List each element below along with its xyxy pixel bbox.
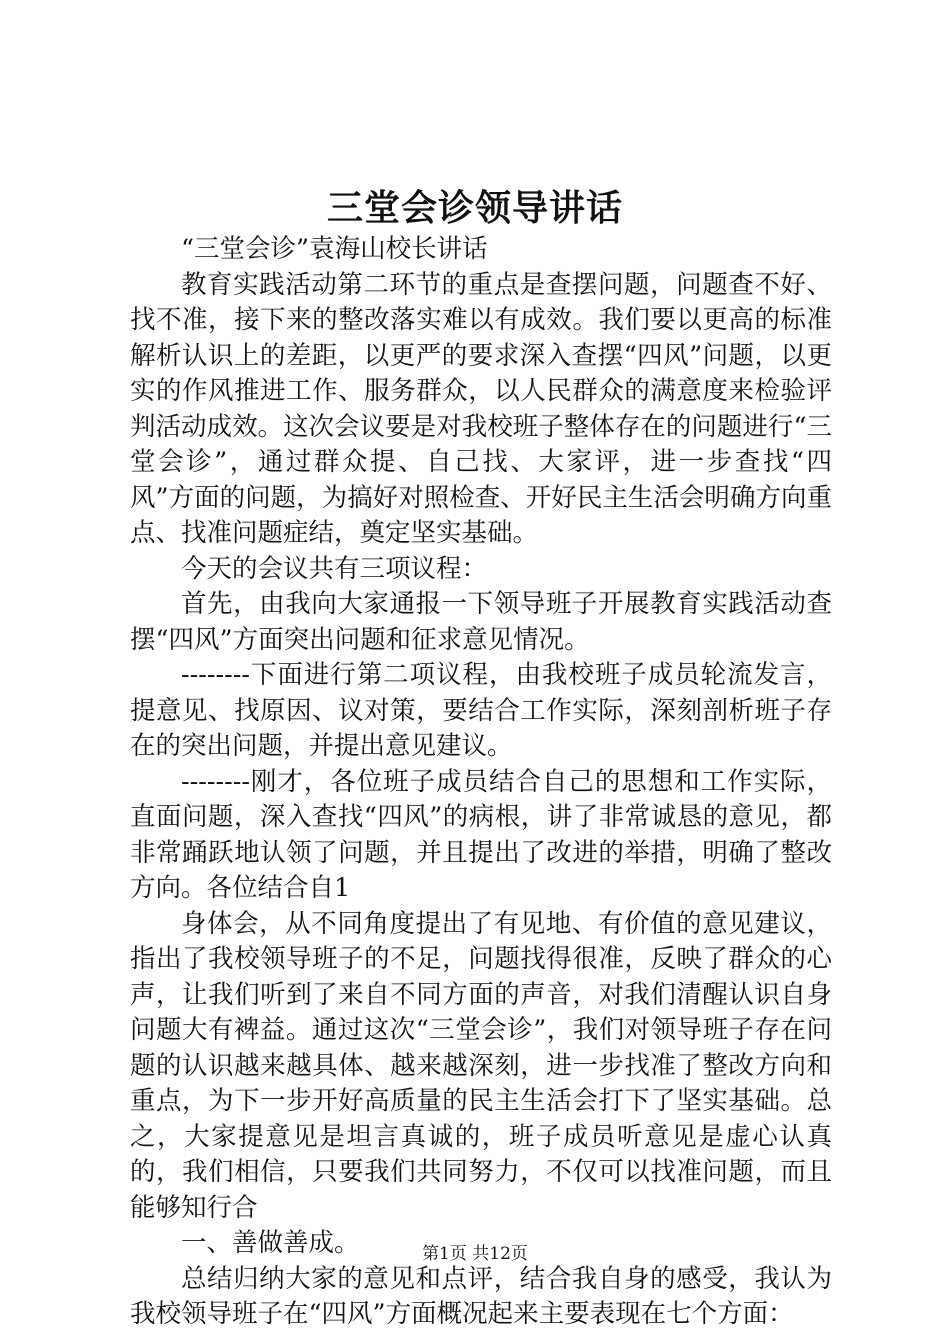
paragraph-intro: 教育实践活动第二环节的重点是查摆问题，问题查不好、找不准，接下来的整改落实难以有成效。我们要以更高的标准解析认识上的差距，以更严的要求深入查摆“四风”问题，以更实的作风推进工作、服务群众，以人民群众的满意度来检验评判活动成效。这次会议要是对我校班子整体存在的问题进行“三堂会诊”，通过群众提、自己找、大家评，进一步查找“四风”方面的问题，为搞好对照检查、开好民主生活会明确方向重点、找准问题症结，奠定坚实基础。 xyxy=(130,269,832,548)
paragraph-speaker: “三堂会诊”袁海山校长讲话 xyxy=(181,234,488,264)
paragraph-conclusion: 总结归纳大家的意见和点评，结合我自身的感受，我认为我校领导班子在“四风”方面概况起来主要表现在七个方面： xyxy=(130,1263,832,1329)
paragraph-heading-one: 一、善做善成。 xyxy=(181,1228,360,1258)
paragraph-second-item: --------下面进行第二项议程，由我校班子成员轮流发言，提意见、找原因、议对策，要结合工作实际，深刻剖析班子存在的突出问题，并提出意见建议。 xyxy=(130,660,832,761)
paragraph-first-item: 首先，由我向大家通报一下领导班子开展教育实践活动查摆“四风”方面突出问题和征求意见情况。 xyxy=(130,589,832,655)
document-title: 三堂会诊领导讲话 xyxy=(326,187,623,229)
paragraph-summary: --------刚才，各位班子成员结合自己的思想和工作实际，直面问题，深入查找“四风”的病根，讲了非常诚恳的意见，都非常踊跃地认领了问题，并且提出了改进的举措，明确了整改方向。各位结合自1 xyxy=(130,766,832,903)
paragraph-reflection: 身体会，从不同角度提出了有见地、有价值的意见建议，指出了我校领导班子的不足，问题找得很准，反映了群众的心声，让我们听到了来自不同方面的声音，对我们清醒认识自身问题大有裨益。通过这次“三堂会诊”，我们对领导班子存在问题的认识越来越具体、越来越深刻，进一步找准了整改方向和重点，为下一步开好高质量的民主生活会打下了坚实基础。总之，大家提意见是坦言真诚的，班子成员听意见是虚心认真的，我们相信，只要我们共同努力，不仅可以找准问题，而且能够知行合 xyxy=(130,908,832,1223)
page-footer: 第1页 共12页 xyxy=(422,1244,528,1264)
document-body xyxy=(130,232,832,1333)
paragraph-agenda: 今天的会议共有三项议程： xyxy=(181,553,488,584)
